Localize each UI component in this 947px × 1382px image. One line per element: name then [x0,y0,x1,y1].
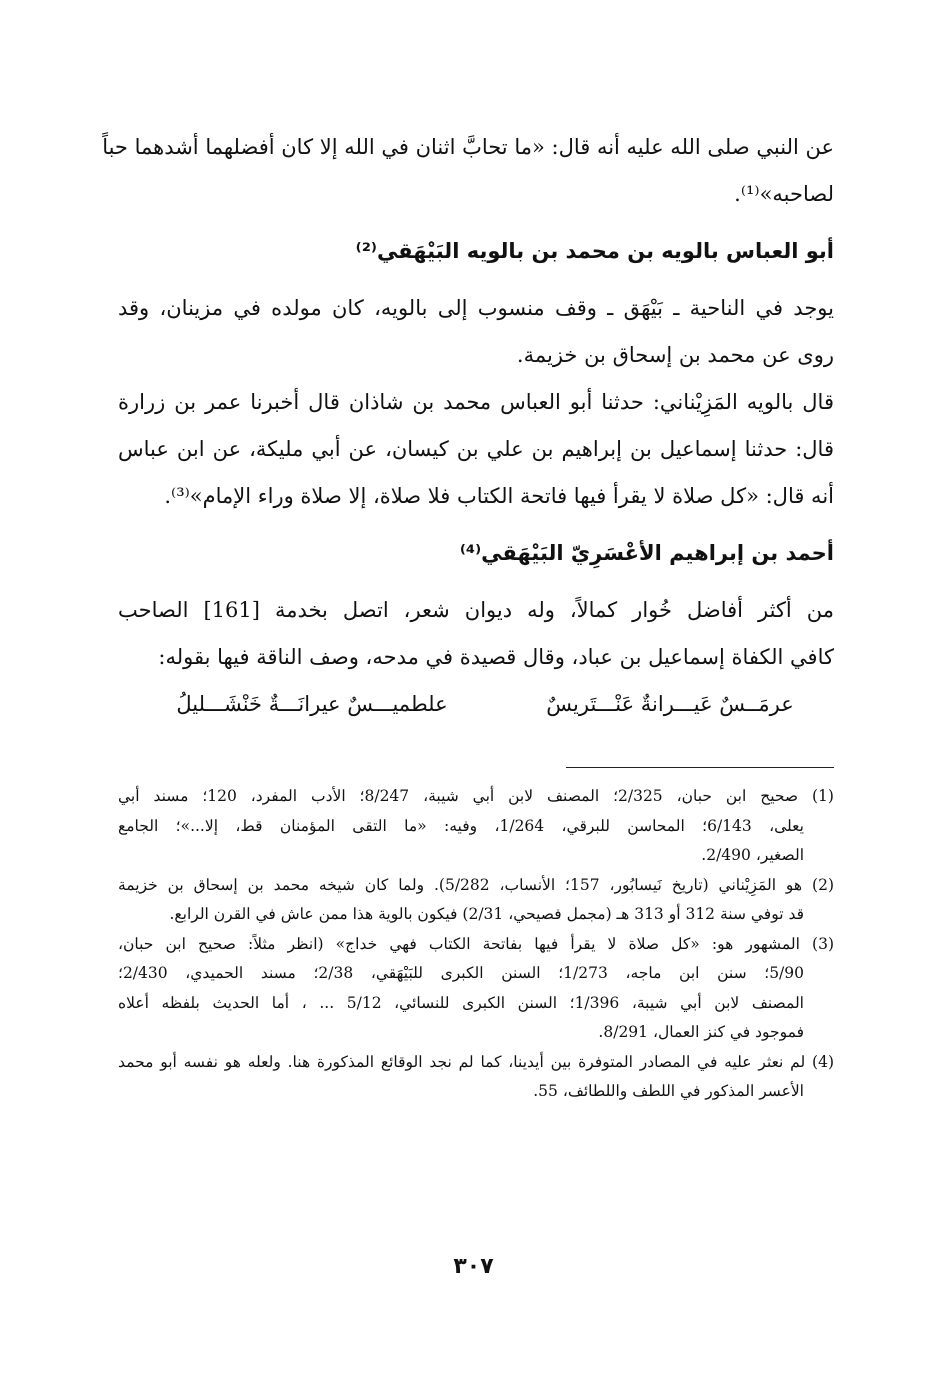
verse-first-hemistich: عرمَــسٌ عَيـــرانةٌ عَنْـــتَريسٌ [546,692,794,716]
footnote-line: فموجود في كنز العمال، 8/291. [598,1023,804,1041]
section-heading-balawayh: أبو العباس بالويه بن محمد بن بالويه البَيْهَقي⁽²⁾ [355,239,834,263]
footnote-3 [118,930,834,1048]
text-line: من أكثر أفاضل خُوار كمالاً، وله ديوان شعر، اتصل بخدمة [161] الصاحب [118,598,835,622]
footnote-2 [118,871,834,930]
footnote-line: (3) المشهور هو: «كل صلاة لا يقرأ فيها بفاتحة الكتاب فهي خداج» (انظر مثلاً: صحيح ابن حبان، [118,934,834,953]
poem-verse [118,681,834,728]
footnote-line: يعلى، 6/143؛ المحاسن للبرقي، 1/264، وفيه: «ما التقى المؤمنان قط، إلا...»؛ الجامع [118,816,804,835]
text-line: كافي الكفاة إسماعيل بن عباد، وقال قصيدة في مدحه، وصف الناقة فيها بقوله: [158,645,834,669]
page-number: ٣٠٧ [453,1254,494,1279]
paragraph-ahmad [118,587,834,681]
footnote-line: الأعسر المذكور في اللطف واللطائف، 55. [533,1082,804,1100]
footnote-line: قد توفي سنة 312 أو 313 هـ (مجمل فصيحي، 2/31) فيكون بالوية هذا ممن عاش في القرن الرابع. [169,905,804,923]
text-line: عن النبي صلى الله عليه أنه قال: «ما تحابَّ اثنان في الله إلا كان أفضلهما أشدهما حباً [102,135,834,159]
verse-gap [462,681,520,728]
verse-second-hemistich: علطميـــسٌ عيرانَـــةٌ خَنْشَـــليلُ [176,692,448,716]
footnote-1 [118,782,834,871]
text-line: قال: حدثنا إسماعيل بن إبراهيم بن علي بن كيسان، عن أبي مليكة، عن ابن عباس [118,437,834,461]
main-text [102,124,835,728]
footnote-line: (1) صحيح ابن حبان، 2/325؛ المصنف لابن أبي شيبة، 8/247؛ الأدب المفرد، 120؛ مسند أبي [118,787,834,805]
text-line: روى عن محمد بن إسحاق بن خزيمة. [516,343,834,367]
text-line: أنه قال: «كل صلاة لا يقرأ فيها فاتحة الكتاب فلا صلاة، إلا صلاة وراء الإمام»⁽³⁾. [164,484,834,508]
text-line: لصاحبه»⁽¹⁾. [734,182,834,206]
text-line: يوجد في الناحية ـ بَيْهَق ـ وقف منسوب إلى بالويه، كان مولده في مزينان، وقد [118,296,834,320]
footnote-line: المصنف لابن أبي شيبة، 1/396؛ السنن الكبرى للنسائي، 5/12 ... ، أما الحديث بلفظه أعلاه [118,993,804,1012]
footnotes [118,782,834,1107]
footnote-4 [118,1048,834,1107]
footnote-line: 5/90؛ سنن ابن ماجه، 1/273؛ السنن الكبرى للبَيْهَقي، 2/38؛ مسند الحميدي، 2/430؛ [118,964,804,982]
text-line: قال بالويه المَزِيْناني: حدثنا أبو العباس محمد بن شاذان قال أخبرنا عمر بن زرارة [118,390,834,414]
paragraph-balawayh-origin [118,285,834,379]
paragraph-hadith-intro [102,124,834,218]
section-heading-ahmad: أحمد بن إبراهيم الأعْسَرِيّ البَيْهَقي⁽⁴⁾ [459,541,834,565]
footnote-separator [566,767,834,768]
footnote-line: الصغير، 2/490. [701,846,804,864]
paragraph-balawayh-hadith [118,379,834,520]
footnote-line: (2) هو المَزِيْناني (تاريخ نَيسابُور، 157؛ الأنساب، 5/282). ولما كان شيخه محمد بن إسحاق بن خزيمة [118,875,834,894]
footnote-line: (4) لم نعثر عليه في المصادر المتوفرة بين أيدينا، كما لم نجد الوقائع المذكورة هنا. ولعله هو نفسه أبو محمد [118,1052,834,1071]
